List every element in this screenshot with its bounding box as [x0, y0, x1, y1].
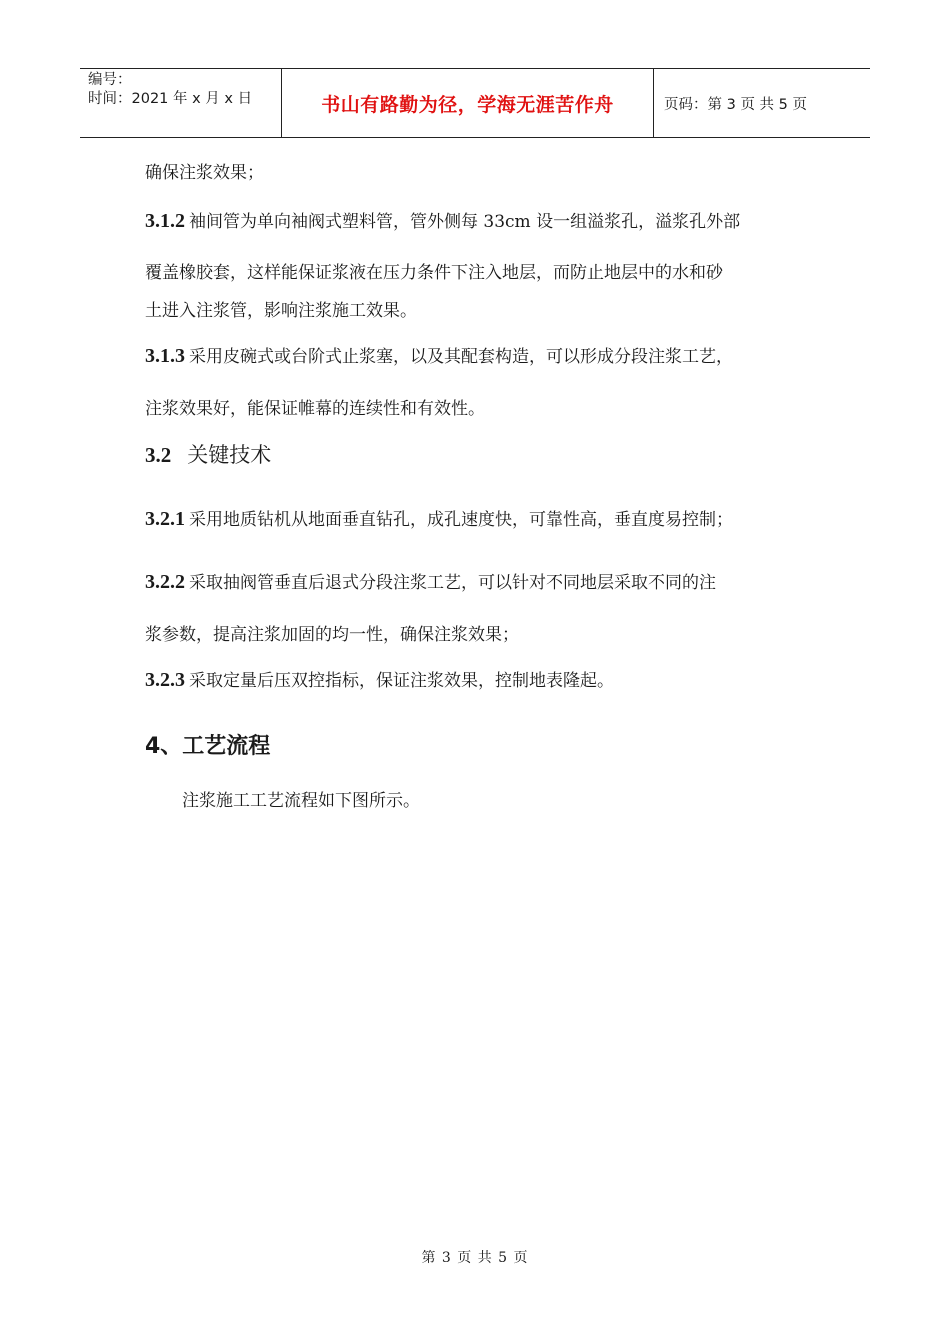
section-3-1-2 — [145, 207, 740, 233]
page-header — [80, 68, 870, 138]
paragraph-line: 浆参数，提高注浆加固的均一性，确保注浆效果； — [145, 625, 519, 645]
heading-4: 4、工艺流程 — [145, 734, 271, 759]
paragraph-line: 袖间管为单向袖阀式塑料管，管外侧每 33cm 设一组溢浆孔，溢浆孔外部 — [189, 212, 741, 232]
document-date: 时间：2021 年 x 月 x 日 — [88, 91, 253, 107]
paragraph-line: 覆盖橡胶套，这样能保证浆液在压力条件下注入地层，而防止地层中的水和砂 — [145, 263, 723, 283]
page-footer: 第 3 页 共 5 页 — [421, 1250, 529, 1266]
section-3-1-3 — [145, 342, 733, 368]
heading-number: 3.2 — [145, 443, 172, 467]
paragraph-line: 注浆效果好，能保证帷幕的连续性和有效性。 — [145, 399, 485, 419]
paragraph: 注浆施工工艺流程如下图所示。 — [182, 791, 420, 811]
section-number: 3.2.1 — [145, 508, 185, 530]
section-3-2-2 — [145, 568, 716, 594]
paragraph-line: 采用皮碗式或台阶式止浆塞，以及其配套构造，可以形成分段注浆工艺， — [189, 347, 733, 367]
heading-title: 关键技术 — [187, 443, 272, 467]
paragraph: 确保注浆效果； — [145, 163, 264, 183]
section-3-2-3 — [145, 666, 614, 692]
section-number: 3.1.3 — [145, 345, 185, 367]
header-meta — [80, 69, 282, 137]
paragraph-line: 采取抽阀管垂直后退式分段注浆工艺，可以针对不同地层采取不同的注 — [189, 573, 716, 593]
document-number-label: 编号： — [88, 72, 132, 88]
paragraph-line: 土进入注浆管，影响注浆施工效果。 — [145, 301, 417, 321]
paragraph-line: 采用地质钻机从地面垂直钻孔，成孔速度快，可靠性高，垂直度易控制； — [189, 510, 733, 530]
section-number: 3.2.2 — [145, 571, 185, 593]
section-number: 3.1.2 — [145, 210, 185, 232]
heading-3-2 — [145, 439, 271, 469]
header-motto: 书山有路勤为径，学海无涯苦作舟 — [282, 69, 654, 137]
section-3-2-1 — [145, 505, 733, 531]
paragraph-line: 采取定量后压双控指标，保证注浆效果，控制地表隆起。 — [189, 671, 614, 691]
header-page-info: 页码：第 3 页 共 5 页 — [664, 96, 807, 113]
section-number: 3.2.3 — [145, 669, 185, 691]
